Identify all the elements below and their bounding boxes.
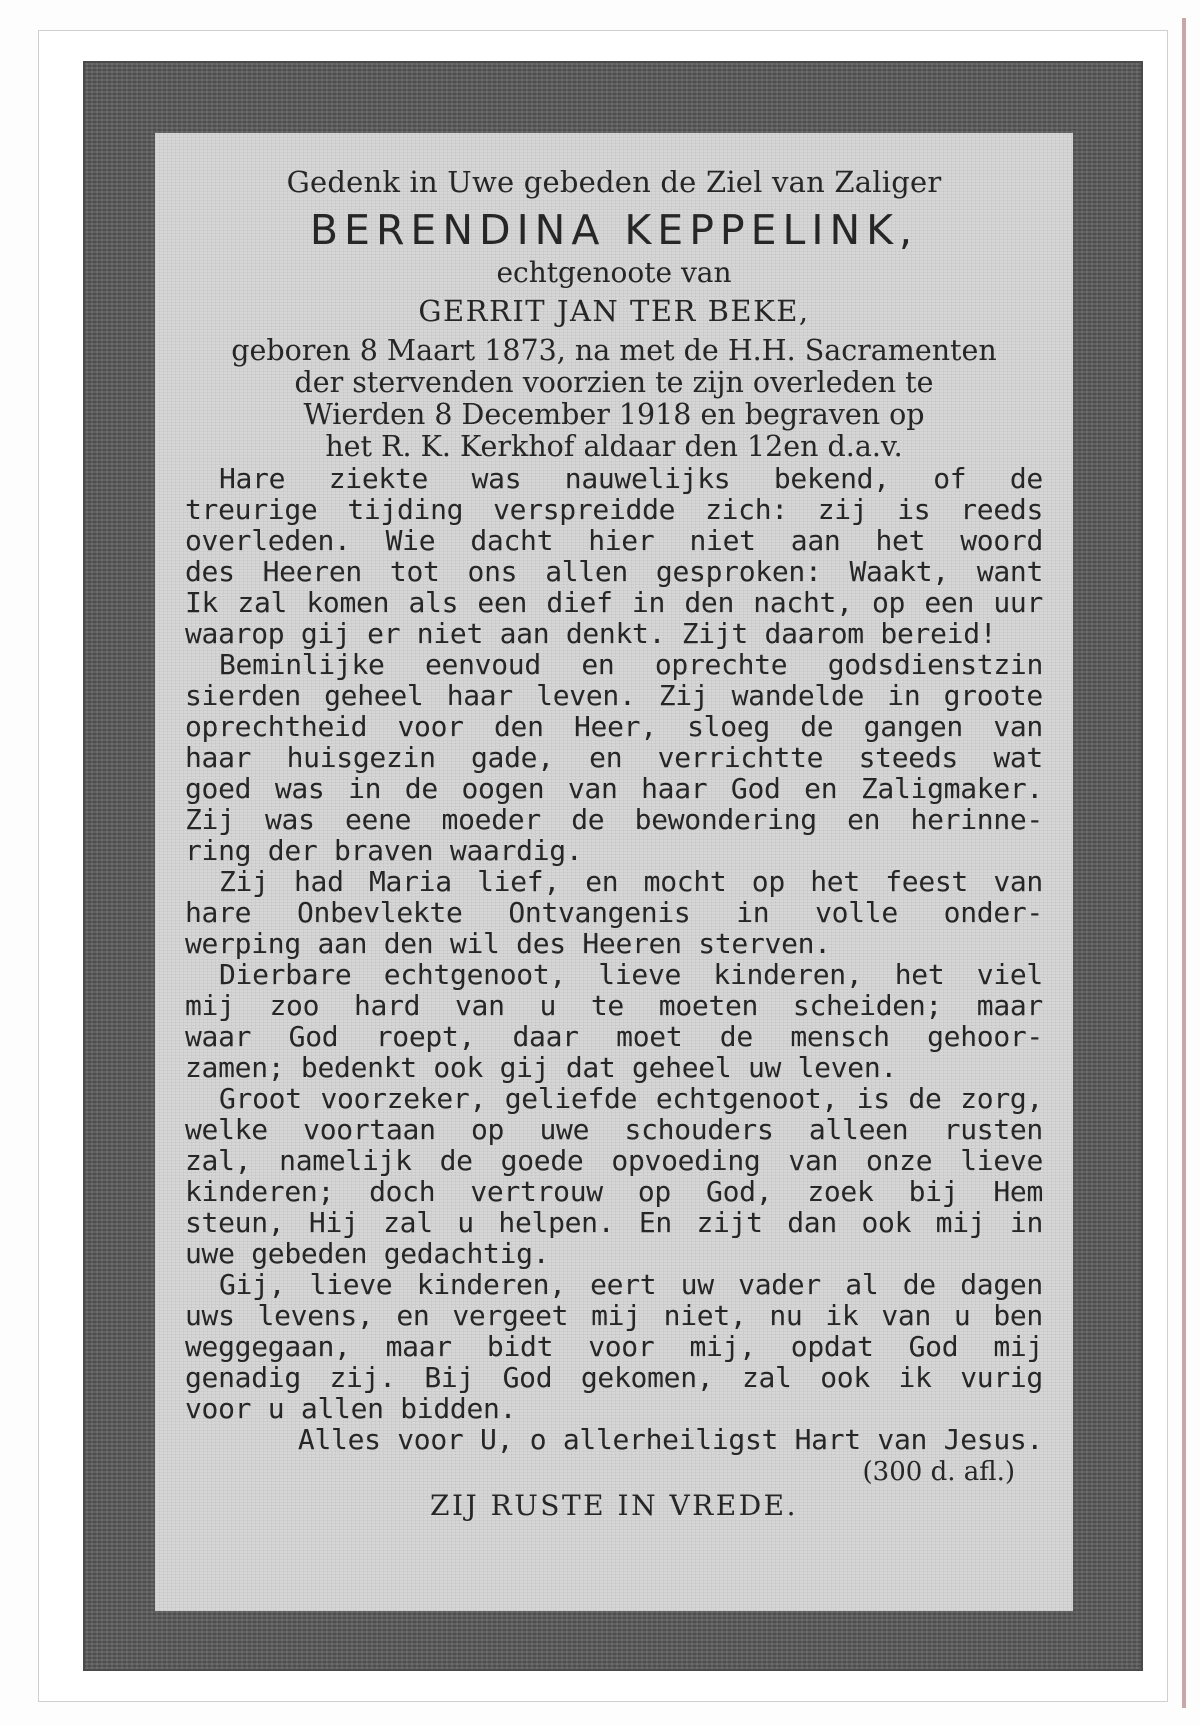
paragraph-line: steun, Hij zal u helpen. En zijt dan ook mij in — [185, 1206, 1043, 1239]
memorial-text — [185, 463, 1043, 1424]
closing-prayer: Alles voor U, o allerheiligst Hart van Jesus. — [297, 1423, 1043, 1456]
paragraph-line: oprechtheid voor den Heer, sloeg de gangen van — [185, 710, 1043, 743]
paragraph-line: treurige tijding verspreidde zich: zij is reeds — [185, 493, 1043, 526]
invocation-line: Gedenk in Uwe gebeden de Ziel van Zaliger — [286, 165, 942, 199]
paragraph-line: uwe gebeden gedachtig. — [185, 1237, 550, 1270]
paragraph-line: kinderen; doch vertrouw op God, zoek bij Hem — [185, 1175, 1043, 1208]
mourning-border — [83, 61, 1143, 1671]
memorial-paragraph — [185, 959, 1043, 1083]
paragraph-line: waarop gij er niet aan denkt. Zijt daarom bereid! — [185, 617, 997, 650]
paragraph-line: genadig zij. Bij God gekomen, zal ook ik vurig — [185, 1361, 1043, 1394]
paragraph-line: uws levens, en vergeet mij niet, nu ik van u ben — [185, 1299, 1043, 1332]
paragraph-line: Zij was eene moeder de bewondering en herinne- — [185, 803, 1043, 836]
paragraph-line: waar God roept, daar moet de mensch gehoor- — [185, 1020, 1043, 1053]
paragraph-line: voor u allen bidden. — [185, 1392, 517, 1425]
life-dates — [185, 335, 1043, 463]
paragraph-line: Beminlijke eenvoud en oprechte godsdienstzin — [219, 648, 1043, 681]
paragraph-line: sierden geheel haar leven. Zij wandelde in groote — [185, 679, 1043, 712]
paragraph-line: Dierbare echtgenoot, lieve kinderen, het viel — [219, 958, 1043, 991]
life-dates-line: der stervenden voorzien te zijn overleden te — [294, 366, 934, 399]
paragraph-line: ring der braven waardig. — [185, 834, 583, 867]
paragraph-line: goed was in de oogen van haar God en Zaligmaker. — [185, 772, 1043, 805]
memorial-card — [38, 30, 1168, 1702]
paragraph-line: zal, namelijk de goede opvoeding van onze lieve — [185, 1144, 1043, 1177]
memorial-paragraph — [185, 1083, 1043, 1269]
paragraph-line: Groot voorzeker, geliefde echtgenoot, is de zorg, — [219, 1082, 1043, 1115]
life-dates-line: het R. K. Kerkhof aldaar den 12en d.a.v. — [325, 430, 903, 463]
memorial-paragraph — [185, 649, 1043, 866]
paragraph-line: weggegaan, maar bidt voor mij, opdat God mij — [185, 1330, 1043, 1363]
memorial-paragraph — [185, 1269, 1043, 1424]
paragraph-line: welke voortaan op uwe schouders alleen rusten — [185, 1113, 1043, 1146]
paragraph-line: des Heeren tot ons allen gesproken: Waakt, want — [185, 555, 1043, 588]
life-dates-line: Wierden 8 December 1918 en begraven op — [303, 398, 925, 431]
indulgence-note: (300 d. afl.) — [862, 1457, 1015, 1487]
paragraph-line: Zij had Maria lief, en mocht op het feest van — [219, 865, 1043, 898]
paragraph-line: Ik zal komen als een dief in den nacht, op een uur — [185, 586, 1043, 619]
spouse-name: GERRIT JAN TER BEKE, — [418, 294, 810, 328]
paragraph-line: Gij, lieve kinderen, eert uw vader al de dagen — [219, 1268, 1043, 1301]
paragraph-line: overleden. Wie dacht hier niet aan het woord — [185, 524, 1043, 557]
paragraph-line: mij zoo hard van u te moeten scheiden; maar — [185, 989, 1043, 1022]
spouse-label: echtgenoote van — [496, 256, 732, 289]
paragraph-line: Hare ziekte was nauwelijks bekend, of de — [219, 462, 1043, 495]
memorial-paragraph — [185, 463, 1043, 649]
life-dates-line: geboren 8 Maart 1873, na met de H.H. Sacramenten — [231, 334, 997, 367]
paragraph-line: werping aan den wil des Heeren sterven. — [185, 927, 831, 960]
rest-in-peace: ZIJ RUSTE IN VREDE. — [429, 1489, 798, 1522]
card-text-panel — [155, 133, 1073, 1611]
paragraph-line: hare Onbevlekte Ontvangenis in volle onder- — [185, 896, 1043, 929]
deceased-name: BERENDINA KEPPELINK, — [309, 206, 919, 254]
paragraph-line: zamen; bedenkt ook gij dat geheel uw leven. — [185, 1051, 897, 1084]
paragraph-line: haar huisgezin gade, en verrichtte steeds wat — [185, 741, 1043, 774]
memorial-paragraph — [185, 866, 1043, 959]
